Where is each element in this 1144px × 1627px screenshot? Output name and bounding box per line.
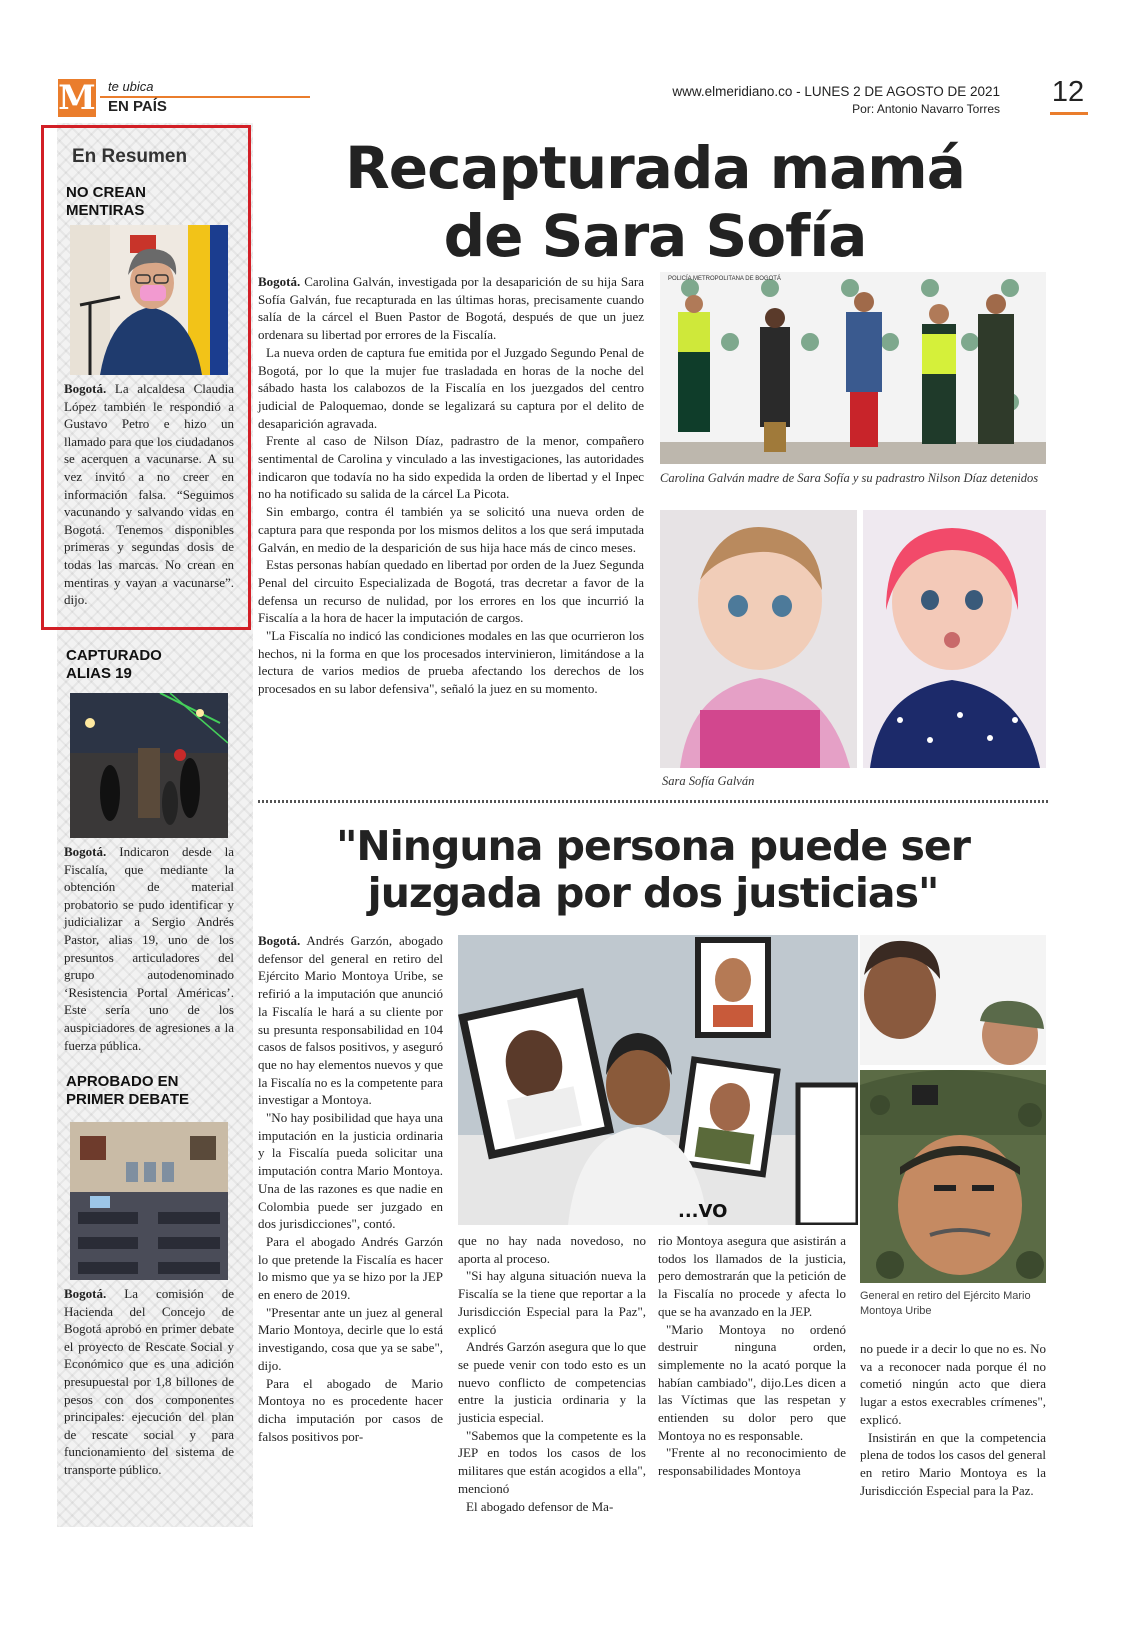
article2-col1-p4: "Presentar ante un juez al general Mario Montoya, decirle que lo está investigando, cosa que ya se sabe", dijo. bbox=[258, 1304, 443, 1373]
article2-col1-p5: Para el abogado de Mario Montoya no es procedente hacer dicha imputación por casos de falsos positivos por- bbox=[258, 1375, 443, 1444]
sidebar-heading-3: APROBADO EN PRIMER DEBATE bbox=[66, 1073, 190, 1108]
article2-col1-p2: "No hay posibilidad que haya una imputación en la justicia ordinaria y la Fiscalía pueda solicitar una imputación contra Mario Montoya. Una de las razones es que nadie en Colombia puede ser juzgado en dos jurisdicciones", contó. bbox=[258, 1110, 443, 1232]
sidebar-text-1 bbox=[64, 380, 234, 609]
sidebar-body-2: Indicaron desde la Fiscalía, que mediante la obtención de material probatorio se pudo identificar y judicializar a Sergio Andrés Pastor, alias 19, uno de los presuntos articuladores del grupo autodenominado ‘Resistencia Portal Américas’. Este sería uno de los auspiciadores de agresiones a la fuerza pública. bbox=[64, 844, 234, 1053]
photo-detainees bbox=[660, 272, 1046, 464]
sidebar-heading-2: CAPTURADO ALIAS 19 bbox=[66, 647, 162, 682]
photo-council-chamber bbox=[70, 1122, 228, 1280]
article2-lead: Bogotá. bbox=[258, 933, 301, 948]
sidebar-text-3 bbox=[64, 1285, 234, 1479]
photo-sara-sofia bbox=[660, 510, 1046, 768]
site-date: www.elmeridiano.co - LUNES 2 DE AGOSTO DE 2021 bbox=[672, 84, 1000, 99]
photo-sara-sofia-caption: Sara Sofía Galván bbox=[662, 774, 755, 788]
article1-paragraph-4: Sin embargo, contra él también ya se solicitó una nueva orden de captura para que responda por los mismos delitos a los que será imputada Galván, en medio de la desparición de sus hija hace más de cinco meses. bbox=[258, 504, 644, 555]
photo-mayor bbox=[70, 225, 228, 375]
photo-detainees-caption: Carolina Galván madre de Sara Sofía y su padrastro Nilson Díaz detenidos bbox=[660, 471, 1039, 485]
sidebar-body-3: La comisión de Hacienda del Concejo de Bogotá aprobó en primer debate el proyecto de Rescate Social y Económico que es una adición presupuestal por 1,8 billones de pesos con dos componentes principales: ejecución del plan de rescate social y para funcionamiento del sistema de transporte público. bbox=[64, 1286, 234, 1477]
photo-banner-text: POLICÍA METROPOLITANA DE BOGOTÁ bbox=[668, 276, 781, 282]
article2-col4-p1: no puede ir a decir lo que no es. No va a reconocer nada porque él no cometió ningún acto que diera lugar a estos execrables crímenes", explicó. bbox=[860, 1341, 1046, 1427]
article1-paragraph-6: "La Fiscalía no indicó las condiciones modales en las que ocurrieron los hechos, ni la forma en que los procesados intervinieron, limitándose a la lectura de varios medios de prueba afectando los derechos de los procesados en su labor defensiva", señaló la juez en su momento. bbox=[258, 628, 644, 697]
article1-paragraph-1: Carolina Galván, investigada por la desaparición de su hija Sara Sofía Galván, fue recapturada en las últimas horas, precisamente cuando salía de la cárcel el Buen Pastor de Bogotá, después de que un juez ordenara su libertad por errores de la Fiscalía. bbox=[258, 274, 644, 343]
article2-col4-p2: Insistirán en que la competencia plena de todos los casos del general en retiro Mario Montoya es la Jurisdicción Especial para la Paz. bbox=[860, 1429, 1046, 1498]
article2-col3-p1: rio Montoya asegura que asistirán a todos los llamados de la justicia, pero demostrarán que la petición de la Fiscalía no procede y afecta lo que se ha avanzado en la JEP. bbox=[658, 1233, 846, 1319]
photo-general-montoya bbox=[860, 935, 1046, 1283]
protest-sign-text: ...VO bbox=[678, 1201, 728, 1222]
article1-paragraph-2: La nueva orden de captura fue emitida por el Juzgado Segundo Penal de Bogotá, por lo que la mujer fue trasladada en horas de la noche del sábado hasta los calabozos de la Fiscalía en los juezgados del centro judicial de Paloquemao, donde se legalizará su captura por el delito de desaparición agravada. bbox=[258, 344, 644, 431]
sidebar-lead-1: Bogotá. bbox=[64, 381, 107, 396]
article2-col1-p3: Para el abogado Andrés Garzón lo que pretende la Fiscalía es hacer lo mismo que ya se hizo por la JEP en enero de 2019. bbox=[258, 1233, 443, 1303]
article2-column-4 bbox=[860, 1340, 1046, 1499]
article2-column-1 bbox=[258, 932, 443, 1445]
article2-column-3 bbox=[658, 1232, 846, 1480]
article1-paragraph-3: Frente al caso de Nilson Díaz, padrastro de la menor, compañero sentimental de Carolina y vinculado a las investigaciones, las autoridades indicaron que todavía no ha sido expedida la orden de libertad y el Inpec no ha notificado su salida de la cárcel La Picota. bbox=[258, 433, 644, 502]
article2-column-2 bbox=[458, 1232, 646, 1515]
article1-headline-line1: Recapturada mamá bbox=[345, 134, 965, 202]
article2-headline-line1: "Ninguna persona puede ser bbox=[336, 822, 970, 870]
photo-general-caption: General en retiro del Ejército Mario Montoya Uribe bbox=[860, 1290, 1031, 1317]
article1-headline bbox=[270, 134, 1040, 270]
photo-victims-protest bbox=[458, 935, 858, 1225]
sidebar-text-2 bbox=[64, 843, 234, 1054]
article1-body bbox=[258, 273, 644, 698]
sidebar-lead-2: Bogotá. bbox=[64, 844, 107, 859]
article1-lead: Bogotá. bbox=[258, 274, 301, 289]
section-name: EN PAÍS bbox=[108, 98, 167, 115]
article2-col1-p1: Andrés Garzón, abogado defensor del general en retiro del Ejército Mario Montoya Uribe, se refirió a la imputación que anunció la Fiscalía le hará a su cliente por su presunta responsabilidad en 104 casos de falsos positivos, y aseguró que no hay elementos nuevos y que la Fiscalía no es la competente para investigar a Montoya. bbox=[258, 933, 443, 1108]
photo-night-protest bbox=[70, 693, 228, 838]
sidebar-title: En Resumen bbox=[72, 146, 188, 167]
article-divider bbox=[258, 800, 1048, 803]
article1-headline-line2: de Sara Sofía bbox=[443, 202, 867, 270]
page-number: 12 bbox=[1051, 76, 1085, 108]
article2-headline-line2: juzgada por dos justicias" bbox=[367, 869, 939, 917]
article2-col2-p4: "Sabemos que la competente es la JEP en todos los casos de los militares que están acogidos a ella", mencionó bbox=[458, 1427, 646, 1496]
article2-col3-p3: "Frente al no reconocimiento de responsabilidades Montoya bbox=[658, 1445, 846, 1479]
article1-paragraph-5: Estas personas habían quedado en libertad por orden de la Juez Segunda Penal del circuito Especializada de Bogotá, tras decretar a favor de la defensa un recurso de nulidad, por los errores en los que incurrió la Fiscalía a la hora de hacer la imputación de cargos. bbox=[258, 557, 644, 626]
tagline: te ubica bbox=[108, 79, 154, 94]
author-byline: Por: Antonio Navarro Torres bbox=[852, 102, 1000, 116]
article2-col2-p3: Andrés Garzón asegura que lo que se puede venir con todo esto es un nuevo conflicto de competencias entre la justicia ordinaria y la justicia especial. bbox=[458, 1339, 646, 1426]
newspaper-logo: M bbox=[58, 78, 96, 118]
article2-col2-p1: que no hay nada novedoso, no aporta al proceso. bbox=[458, 1233, 646, 1266]
article2-col2-p5: El abogado defensor de Ma- bbox=[466, 1498, 614, 1514]
article2-col2-p2: "Si hay alguna situación nueva la Fiscalía se la tiene que reportar a la Jurisdicción Especial para la Paz", explicó bbox=[458, 1268, 646, 1337]
article2-col3-p2: "Mario Montoya no ordenó destruir ninguna orden, simplemente no la acató porque la habían cambiado", dijo.Les dicen a las Víctimas que las respetan y entienden su dolor pero que Montoya no es responsable. bbox=[658, 1321, 846, 1443]
sidebar-lead-3: Bogotá. bbox=[64, 1286, 107, 1301]
sidebar-body-1: La alcaldesa Claudia López también le respondió a Gustavo Petro e hizo un llamado para que los ciudadanos se acerquen a vacunarse. A su vez invitó a no creer en información falsa. “Seguimos vacunando y salvando vidas en Bogotá. Tenemos disponibles primeras y segundas dosis de todas las marcas. No crean en mentiras y vayan a vacunarse”. dijo. bbox=[64, 381, 234, 608]
article2-headline bbox=[258, 823, 1048, 917]
page-number-rule bbox=[1050, 112, 1088, 115]
sidebar-heading-1: NO CREAN MENTIRAS bbox=[66, 184, 147, 219]
